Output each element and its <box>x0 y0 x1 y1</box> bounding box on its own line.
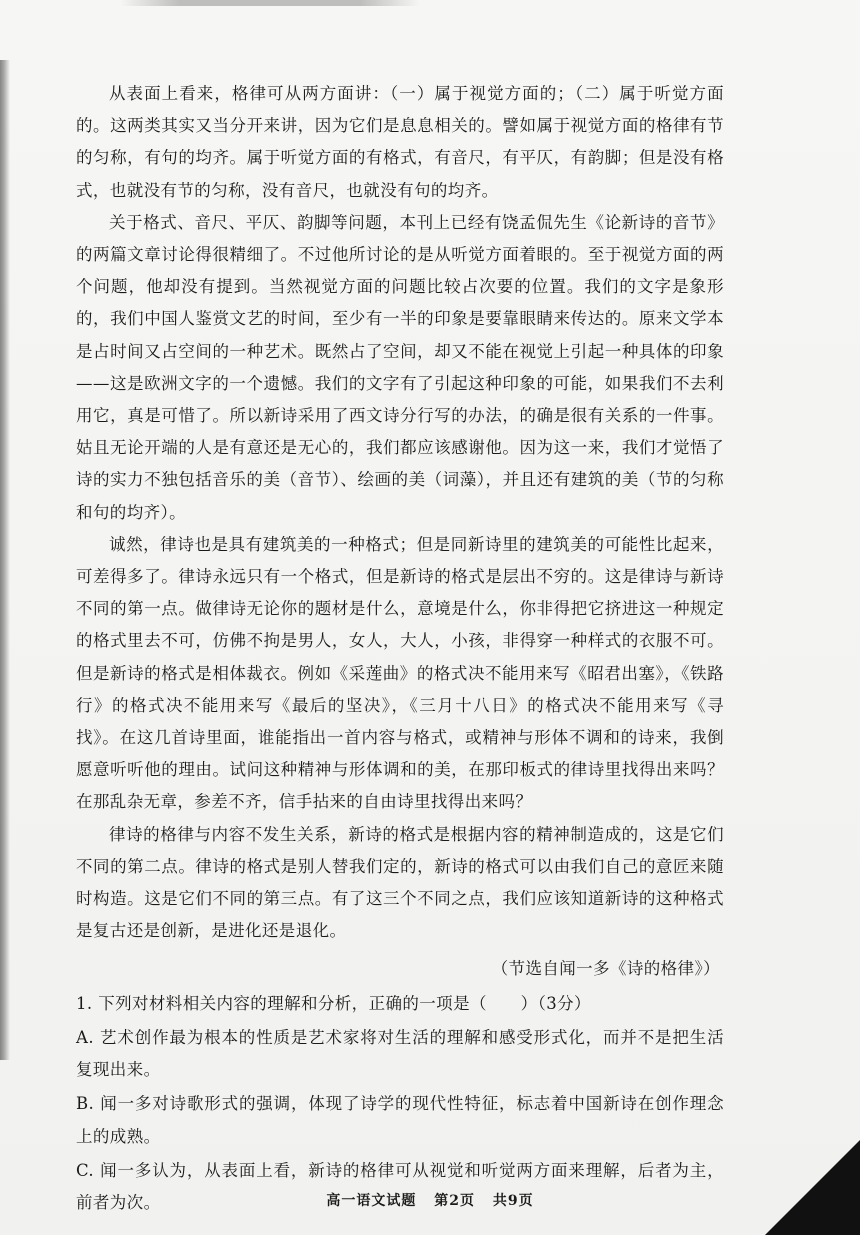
passage-paragraph-3: 诚然，律诗也是具有建筑美的一种格式；但是同新诗里的建筑美的可能性比起来，可差得多了。律诗永远只有一个格式，但是新诗的格式是层出不穷的。这是律诗与新诗不同的第一点。做律诗无论你的题材是什么，意境是什么，你非得把它挤进这一种规定的格式里去不可，仿佛不拘是男人，女人，大人，小孩，非得穿一种样式的衣服不可。但是新诗的格式是相体裁衣。例如《采莲曲》的格式决不能用来写《昭君出塞》，《铁路行》的格式决不能用来写《最后的坚决》，《三月十八日》的格式决不能用来写《寻找》。在这几首诗里面，谁能指出一首内容与格式，或精神与形体不调和的诗来，我倒愿意听听他的理由。试问这种精神与形体调和的美，在那印板式的律诗里找得出来吗？在那乱杂无章，参差不齐，信手拈来的自由诗里找得出来吗？ <box>76 534 724 812</box>
page-footer <box>0 1190 860 1210</box>
passage-source: （节选自闻一多《诗的格律》） <box>491 959 720 979</box>
footer-page-number: 第2页 <box>434 1193 475 1209</box>
passage-content <box>76 78 724 1219</box>
passage-paragraph-4: 律诗的格律与内容不发生关系，新诗的格式是根据内容的精神制造成的，这是它们不同的第二点。律诗的格式是别人替我们定的，新诗的格式可以由我们自己的意匠来随时构造。这是它们不同的第三点。有了这三个不同之点，我们应该知道新诗的这种格式是复古还是创新，是进化还是退化。 <box>76 824 724 941</box>
scan-edge-shadow <box>0 60 10 1060</box>
scan-corner-shadow <box>765 1140 860 1235</box>
question-stem: 1. 下列对材料相关内容的理解和分析，正确的一项是（ ）（3分） <box>76 993 591 1013</box>
question-option-b: B. 闻一多对诗歌形式的强调，体现了诗学的现代性特征，标志着中国新诗在创作理念上的成熟。 <box>76 1094 724 1146</box>
scan-top-mark <box>120 0 420 6</box>
question-option-a: A. 艺术创作最为根本的性质是艺术家将对生活的理解和感受形式化，而并不是把生活复现出来。 <box>76 1027 724 1080</box>
question-option-c: C. 闻一多认为，从表面上看，新诗的格律可从视觉和听觉两方面来理解，后者为主，前者为次。 <box>76 1160 724 1212</box>
footer-total-pages: 共9页 <box>492 1193 534 1209</box>
passage-paragraph-1: 从表面上看来，格律可从两方面讲：（一）属于视觉方面的；（二）属于听觉方面的。这两类其实又当分开来讲，因为它们是息息相关的。譬如属于视觉方面的格律有节的匀称，有句的均齐。属于听觉方面的有格式，有音尺，有平仄，有韵脚；但是没有格式，也就没有节的匀称，没有音尺，也就没有句的均齐。 <box>76 84 724 200</box>
footer-exam-title: 高一语文试题 <box>326 1193 417 1209</box>
passage-paragraph-2: 关于格式、音尺、平仄、韵脚等问题，本刊上已经有饶孟侃先生《论新诗的音节》的两篇文章讨论得很精细了。不过他所讨论的是从听觉方面着眼的。至于视觉方面的两个问题，他却没有提到。当然视觉方面的问题比较占次要的位置。我们的文字是象形的，我们中国人鉴赏文艺的时间，至少有一半的印象是要靠眼睛来传达的。原来文学本是占时间又占空间的一种艺术。既然占了空间，却又不能在视觉上引起一种具体的印象——这是欧洲文字的一个遗憾。我们的文字有了引起这种印象的可能，如果我们不去利用它，真是可惜了。所以新诗采用了西文诗分行写的办法，的确是很有关系的一件事。姑且无论开端的人是有意还是无心的，我们都应该感谢他。因为这一来，我们才觉悟了诗的实力不独包括音乐的美（音节）、绘画的美（词藻），并且还有建筑的美（节的匀称和句的均齐）。 <box>76 212 724 522</box>
